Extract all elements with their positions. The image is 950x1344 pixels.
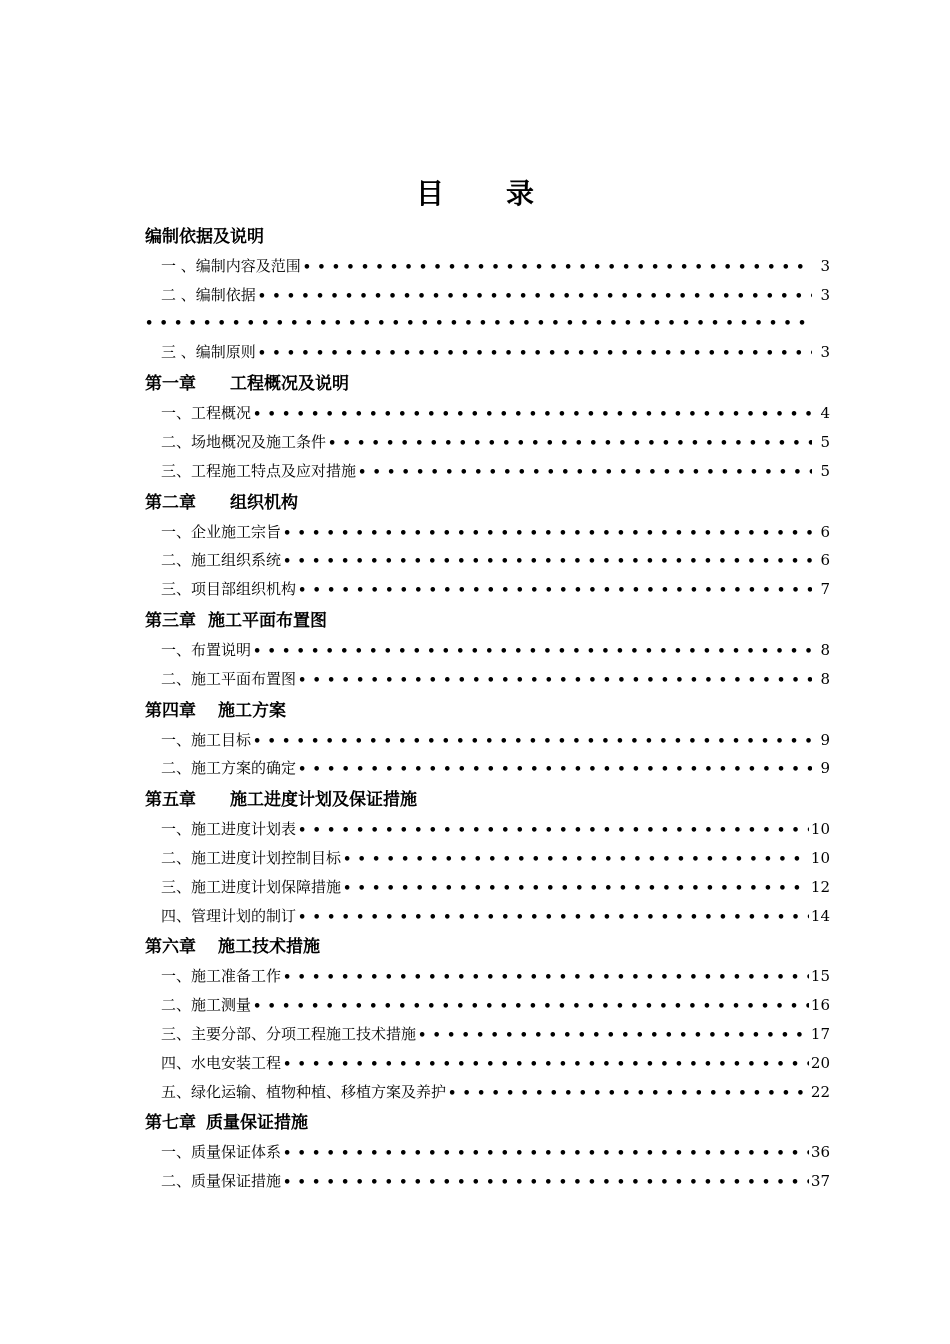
toc-entry[interactable] [145,1020,830,1049]
dot-leader [283,1140,809,1169]
toc-entry-label: 一、工程概况 [161,404,252,423]
toc-entry-page: 7 [820,580,830,599]
toc-entry-label: 三、项目部组织机构 [161,580,297,599]
toc-entry-page: 10 [810,848,830,867]
toc-entry[interactable] [145,991,830,1020]
toc-entry[interactable] [145,252,830,281]
toc-entry-label: 一、布置说明 [161,640,252,659]
dot-leader [283,1051,809,1080]
toc-entry-page: 6 [820,522,830,541]
toc-entry[interactable] [145,844,830,873]
dot-leader [253,728,812,757]
toc-entry-page: 3 [820,343,830,362]
toc-entry-label: 二、施工平面布置图 [161,669,297,688]
chapter-heading[interactable] [145,932,830,962]
dot-leader-continuation [145,310,810,339]
dot-leader [283,520,812,549]
toc-entry-page: 36 [810,1143,830,1162]
chapter-heading[interactable] [145,696,830,726]
chapter-title: 质量保证措施 [206,1113,308,1134]
chapter-title: 组织机构 [230,492,298,513]
toc-entry-label: 二、施工进度计划控制目标 [161,848,342,867]
chapter-title: 施工技术措施 [218,937,320,958]
toc-entry-page: 9 [820,759,830,778]
dot-leader [283,1169,809,1198]
toc-entry-label: 二、施工方案的确定 [161,759,297,778]
toc-entry-label: 三、主要分部、分项工程施工技术措施 [161,1024,417,1043]
chapter-number: 第三章 [145,610,196,631]
chapter-number: 第二章 [145,492,196,513]
chapter-number: 第六章 [145,937,196,958]
table-of-contents [145,220,830,1196]
toc-entry[interactable] [145,281,830,310]
toc-entry-page: 6 [820,551,830,570]
dot-leader [298,817,809,846]
dot-leader [253,638,812,667]
toc-entry-label: 一、施工目标 [161,730,252,749]
dot-leader [298,667,812,696]
dot-leader [253,993,809,1022]
toc-entry-label: 五、绿化运输、植物种植、移植方案及养护 [161,1082,447,1101]
chapter-number: 第七章 [145,1113,196,1134]
toc-entry-label: 一 、编制内容及范围 [161,257,301,275]
chapter-heading[interactable] [145,1108,830,1138]
toc-entry-page: 37 [810,1172,830,1191]
toc-entry[interactable] [145,636,830,665]
toc-entry-page: 17 [810,1024,830,1043]
chapter-number: 第一章 [145,374,196,395]
toc-entry-page: 12 [810,877,830,896]
toc-entry-page: 3 [820,285,830,304]
toc-entry-page: 15 [810,967,830,986]
dot-leader [343,875,809,904]
toc-entry-label: 三、施工进度计划保障措施 [161,877,342,896]
dot-leader [298,577,812,606]
dot-leader [283,964,809,993]
dot-leader [448,1080,809,1109]
title-char-right: 录 [506,177,535,210]
toc-entry-page: 14 [810,906,830,925]
toc-entry[interactable] [145,726,830,755]
toc-entry[interactable] [145,1078,830,1107]
toc-entry[interactable] [145,338,830,367]
toc-entry[interactable] [145,575,830,604]
chapter-title: 施工平面布置图 [208,610,327,631]
toc-entry[interactable] [145,1167,830,1196]
chapter-heading[interactable] [145,222,830,252]
toc-entry-label: 一、企业施工宗旨 [161,522,282,541]
toc-entry[interactable] [145,457,830,486]
toc-entry[interactable] [145,873,830,902]
toc-entry[interactable] [145,399,830,428]
page-title [0,172,950,212]
toc-entry[interactable] [145,428,830,457]
toc-entry[interactable] [145,1138,830,1167]
toc-entry[interactable] [145,754,830,783]
toc-entry[interactable] [145,815,830,844]
chapter-heading[interactable] [145,606,830,636]
toc-entry[interactable] [145,665,830,694]
toc-entry-page: 8 [820,669,830,688]
toc-entry-label: 二、场地概况及施工条件 [161,432,327,451]
chapter-heading[interactable] [145,785,830,815]
toc-entry[interactable] [145,546,830,575]
toc-entry-label: 二 、编制依据 [161,285,256,304]
chapter-title: 编制依据及说明 [145,227,264,247]
toc-entry-label: 三 、编制原则 [161,343,256,362]
toc-entry[interactable] [145,518,830,547]
toc-entry-page: 3 [820,257,830,275]
toc-entry-page: 5 [820,461,830,480]
toc-entry-label: 三、工程施工特点及应对措施 [161,461,357,480]
toc-entry-page: 22 [810,1082,830,1101]
toc-entry-label: 一、施工准备工作 [161,967,282,986]
toc-entry[interactable] [145,902,830,931]
toc-entry-page: 8 [820,640,830,659]
dot-leader [258,340,812,369]
toc-entry-label: 四、管理计划的制订 [161,906,297,925]
dot-leader [283,548,812,577]
chapter-number: 第五章 [145,790,196,811]
dot-leader [343,846,809,875]
chapter-number: 第四章 [145,700,196,721]
dot-leader [328,430,812,459]
dot-leader [298,904,809,933]
toc-entry-page: 5 [820,432,830,451]
toc-entry-label: 二、质量保证措施 [161,1172,282,1191]
toc-entry-page: 4 [820,404,830,423]
title-char-left: 目 [415,177,444,210]
toc-entry-page: 20 [810,1053,830,1072]
dot-leader [258,283,812,312]
dot-leader [418,1022,809,1051]
dot-leader [358,459,812,488]
toc-entry-label: 四、水电安装工程 [161,1053,282,1072]
chapter-title: 施工进度计划及保证措施 [230,790,417,811]
toc-entry-label: 一、施工进度计划表 [161,820,297,839]
toc-entry[interactable] [145,962,830,991]
dot-leader [298,756,812,785]
toc-entry-page: 10 [810,820,830,839]
chapter-heading[interactable] [145,488,830,518]
toc-entry-label: 一、质量保证体系 [161,1143,282,1162]
dot-leader [303,254,812,283]
chapter-heading[interactable] [145,369,830,399]
toc-entry-label: 二、施工测量 [161,996,252,1015]
toc-entry-page: 9 [820,730,830,749]
toc-entry-page: 16 [810,996,830,1015]
toc-entry[interactable] [145,1049,830,1078]
dot-leader [253,401,812,430]
chapter-title: 工程概况及说明 [230,374,349,395]
toc-entry-label: 二、施工组织系统 [161,551,282,570]
chapter-title: 施工方案 [218,700,286,721]
